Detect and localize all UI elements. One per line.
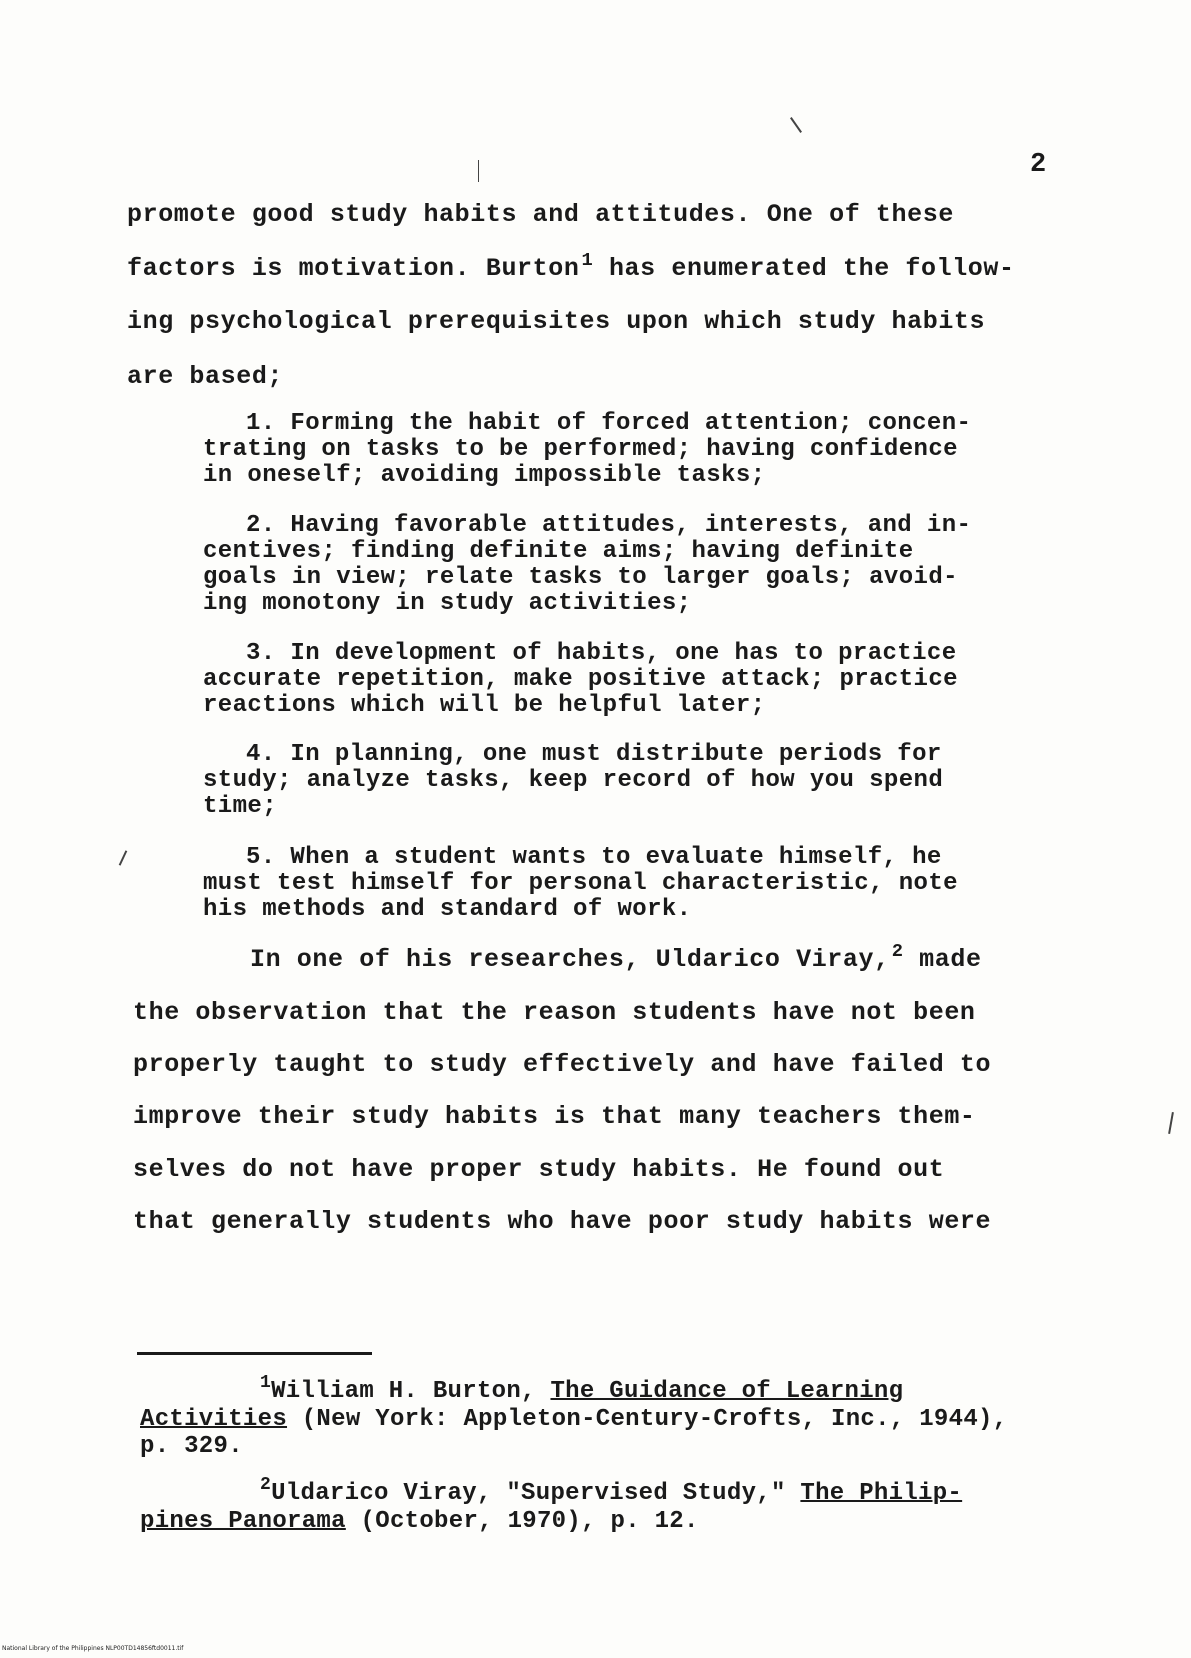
footnote-ref-1: 1: [581, 248, 594, 271]
footnote-1-marker: 1: [260, 1373, 272, 1394]
body-text: factors is motivation. Burton: [127, 254, 580, 283]
footnote-2-marker: 2: [260, 1475, 272, 1496]
footnote-2-line: [258, 1475, 963, 1507]
scan-mark: [1168, 1112, 1174, 1134]
list-item-3-line: 3. In development of habits, one has to practice: [246, 640, 957, 667]
footnote-author: William H. Burton,: [271, 1378, 551, 1405]
list-item-5-line: his methods and standard of work.: [203, 896, 692, 923]
scan-mark: [478, 160, 479, 182]
scan-mark: [119, 850, 128, 865]
body-line: selves do not have proper study habits. He found out: [133, 1155, 945, 1184]
archive-credit: National Library of the Philippines NLP00TD14856ftd0011.tif: [2, 1645, 184, 1652]
list-item-5-line: must test himself for personal characteristic, note: [203, 870, 958, 897]
scan-mark: [790, 117, 802, 133]
body-line: are based;: [127, 362, 284, 391]
body-line: properly taught to study effectively and have failed to: [133, 1050, 992, 1079]
body-line: that generally students who have poor study habits were: [133, 1207, 992, 1236]
footnote-title: The Philip-: [800, 1480, 963, 1507]
footnote-1-line: [258, 1373, 904, 1405]
list-item-1-line: 1. Forming the habit of forced attention; concen-: [246, 410, 972, 437]
page-number: 2: [1030, 150, 1047, 180]
body-line: the observation that the reason students have not been: [133, 998, 976, 1027]
footnote-publisher: (October, 1970), p. 12.: [345, 1508, 699, 1535]
footnote-1-line: [140, 1406, 1007, 1433]
list-item-1-line: in oneself; avoiding impossible tasks;: [203, 462, 766, 489]
footnote-author: Uldarico Viray, "Supervised Study,": [271, 1480, 801, 1507]
list-item-4-line: study; analyze tasks, keep record of how you spend: [203, 767, 944, 794]
list-item-2-line: ing monotony in study activities;: [203, 590, 692, 617]
footnote-publisher: (New York: Appleton-Century-Crofts, Inc., 1944),: [287, 1406, 1008, 1433]
list-item-3-line: accurate repetition, make positive attack; practice: [203, 666, 958, 693]
footnote-separator: [137, 1352, 372, 1355]
list-item-4-line: 4. In planning, one must distribute periods for: [246, 741, 942, 768]
body-line: ing psychological prerequisites upon which study habits: [127, 307, 986, 336]
footnote-2-line: [140, 1508, 699, 1535]
body-text: In one of his researches, Uldarico Viray,: [250, 945, 890, 974]
body-line: [250, 939, 982, 974]
footnote-1-line: p. 329.: [140, 1433, 243, 1460]
footnote-title: The Guidance of Learning: [550, 1378, 904, 1405]
footnote-ref-2: 2: [891, 939, 904, 962]
list-item-5-line: 5. When a student wants to evaluate himself, he: [246, 844, 942, 871]
list-item-2-line: 2. Having favorable attitudes, interests, and in-: [246, 512, 972, 539]
footnote-title: pines Panorama: [140, 1508, 346, 1535]
list-item-3-line: reactions which will be helpful later;: [203, 692, 766, 719]
list-item-4-line: time;: [203, 793, 278, 820]
body-text: has enumerated the follow-: [593, 254, 1015, 283]
list-item-2-line: goals in view; relate tasks to larger goals; avoid-: [203, 564, 958, 591]
body-line: improve their study habits is that many teachers them-: [133, 1102, 976, 1131]
list-item-1-line: trating on tasks to be performed; having confidence: [203, 436, 958, 463]
body-line: [127, 248, 1015, 283]
body-line: promote good study habits and attitudes. One of these: [127, 200, 954, 229]
list-item-2-line: centives; finding definite aims; having definite: [203, 538, 914, 565]
body-text: made: [903, 945, 982, 974]
footnote-title: Activities: [140, 1406, 288, 1433]
